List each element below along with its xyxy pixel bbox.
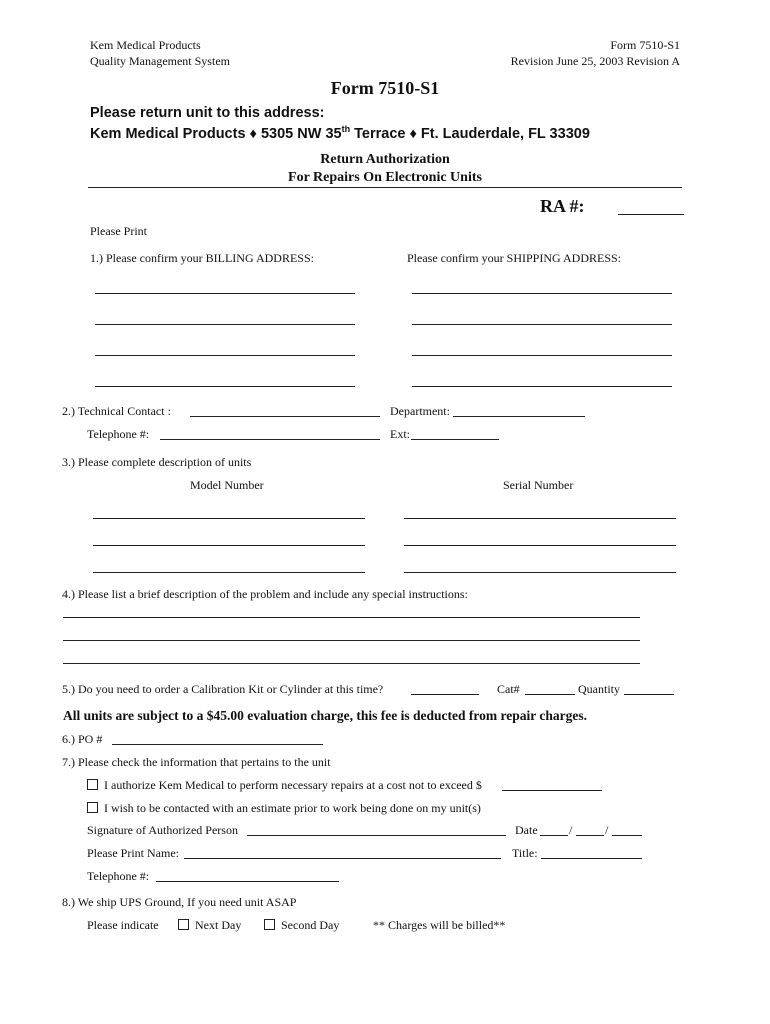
model-number-header: Model Number bbox=[190, 478, 264, 492]
calibration-kit-field[interactable] bbox=[411, 694, 479, 695]
print-name-field[interactable] bbox=[184, 858, 501, 859]
po-field[interactable] bbox=[112, 744, 323, 745]
ext-field[interactable] bbox=[411, 439, 499, 440]
page-title: Form 7510-S1 bbox=[330, 78, 440, 98]
billing-address-line[interactable] bbox=[95, 386, 355, 387]
second-day-checkbox[interactable] bbox=[264, 919, 275, 930]
billing-address-line[interactable] bbox=[95, 355, 355, 356]
serial-number-header: Serial Number bbox=[503, 478, 574, 492]
date-separator: / bbox=[605, 823, 609, 837]
serial-number-line[interactable] bbox=[404, 545, 676, 546]
shipping-address-line[interactable] bbox=[412, 355, 672, 356]
tech-contact-field[interactable] bbox=[190, 416, 380, 417]
billing-address-line[interactable] bbox=[95, 324, 355, 325]
estimate-text: I wish to be contacted with an estimate prior to work being done on my unit(s) bbox=[104, 801, 481, 815]
return-company: Kem Medical Products bbox=[90, 125, 246, 142]
evaluation-charge-notice: All units are subject to a $45.00 evaluation charge, this fee is deducted from repair charges. bbox=[63, 708, 587, 723]
shipping-address-line[interactable] bbox=[412, 386, 672, 387]
cat-label: Cat# bbox=[497, 682, 520, 696]
billing-address-line[interactable] bbox=[95, 293, 355, 294]
problem-description-line[interactable] bbox=[63, 640, 640, 641]
estimate-checkbox[interactable] bbox=[87, 802, 98, 813]
second-day-option[interactable] bbox=[264, 918, 339, 933]
unit-info-label: 7.) Please check the information that pertains to the unit bbox=[62, 755, 331, 769]
date-year-field[interactable] bbox=[612, 835, 642, 836]
po-label: 6.) PO # bbox=[62, 732, 103, 746]
diamond-separator: ♦ bbox=[249, 125, 257, 142]
serial-number-line[interactable] bbox=[404, 572, 676, 573]
shipping-address-line[interactable] bbox=[412, 293, 672, 294]
quality-system: Quality Management System bbox=[90, 54, 230, 68]
problem-description-line[interactable] bbox=[63, 617, 640, 618]
signature-label: Signature of Authorized Person bbox=[87, 823, 238, 837]
signer-telephone-field[interactable] bbox=[156, 881, 339, 882]
header-divider bbox=[88, 187, 682, 188]
shipping-address-line[interactable] bbox=[412, 324, 672, 325]
diamond-separator: ♦ bbox=[409, 125, 417, 142]
telephone-field[interactable] bbox=[160, 439, 380, 440]
ra-label: RA #: bbox=[540, 196, 585, 216]
date-separator: / bbox=[569, 823, 573, 837]
signer-telephone-label: Telephone #: bbox=[87, 869, 150, 883]
return-address bbox=[90, 124, 590, 142]
form-id: Form 7510-S1 bbox=[610, 38, 680, 52]
date-month-field[interactable] bbox=[540, 835, 568, 836]
street-suffix: th bbox=[341, 124, 351, 134]
return-street-type: Terrace bbox=[350, 125, 406, 142]
serial-number-line[interactable] bbox=[404, 518, 676, 519]
please-print: Please Print bbox=[90, 224, 147, 238]
cost-limit-field[interactable] bbox=[502, 790, 602, 791]
telephone-label: Telephone #: bbox=[87, 427, 150, 441]
authorize-checkbox[interactable] bbox=[87, 779, 98, 790]
unit-description-label: 3.) Please complete description of units bbox=[62, 455, 252, 469]
department-label: Department: bbox=[390, 404, 450, 418]
date-label: Date bbox=[515, 823, 538, 837]
shipping-address-label: Please confirm your SHIPPING ADDRESS: bbox=[407, 251, 622, 265]
next-day-option[interactable] bbox=[178, 918, 241, 933]
quantity-field[interactable] bbox=[624, 694, 674, 695]
department-field[interactable] bbox=[453, 416, 585, 417]
tech-contact-label: 2.) Technical Contact : bbox=[62, 404, 171, 418]
date-day-field[interactable] bbox=[576, 835, 604, 836]
return-heading: Please return unit to this address: bbox=[90, 105, 325, 121]
model-number-line[interactable] bbox=[93, 518, 365, 519]
estimate-option[interactable] bbox=[87, 801, 481, 816]
calibration-kit-label: 5.) Do you need to order a Calibration Kit or Cylinder at this time? bbox=[62, 682, 384, 696]
subtitle-line2: For Repairs On Electronic Units bbox=[288, 170, 482, 185]
billing-address-label: 1.) Please confirm your BILLING ADDRESS: bbox=[90, 251, 314, 265]
model-number-line[interactable] bbox=[93, 572, 365, 573]
authorize-text: I authorize Kem Medical to perform necessary repairs at a cost not to exceed $ bbox=[104, 778, 482, 792]
title-field[interactable] bbox=[541, 858, 642, 859]
cat-field[interactable] bbox=[525, 694, 575, 695]
ra-number-field[interactable] bbox=[618, 214, 684, 215]
return-city: Ft. Lauderdale, FL 33309 bbox=[420, 125, 590, 142]
problem-description-label: 4.) Please list a brief description of the problem and include any special instructions: bbox=[62, 587, 468, 601]
return-street: 5305 NW 35 bbox=[260, 125, 342, 142]
company-name: Kem Medical Products bbox=[90, 38, 201, 52]
signature-field[interactable] bbox=[247, 835, 506, 836]
next-day-text: Next Day bbox=[195, 918, 242, 932]
next-day-checkbox[interactable] bbox=[178, 919, 189, 930]
quantity-label: Quantity bbox=[578, 682, 620, 696]
charges-note: ** Charges will be billed** bbox=[373, 918, 506, 932]
problem-description-line[interactable] bbox=[63, 663, 640, 664]
subtitle-line1: Return Authorization bbox=[320, 152, 450, 167]
model-number-line[interactable] bbox=[93, 545, 365, 546]
please-indicate-label: Please indicate bbox=[87, 918, 159, 932]
authorize-option[interactable] bbox=[87, 778, 482, 793]
revision: Revision June 25, 2003 Revision A bbox=[510, 54, 680, 68]
title-label: Title: bbox=[512, 846, 538, 860]
ext-label: Ext: bbox=[390, 427, 410, 441]
second-day-text: Second Day bbox=[281, 918, 340, 932]
print-name-label: Please Print Name: bbox=[87, 846, 179, 860]
shipping-method-label: 8.) We ship UPS Ground, If you need unit ASAP bbox=[62, 895, 297, 909]
